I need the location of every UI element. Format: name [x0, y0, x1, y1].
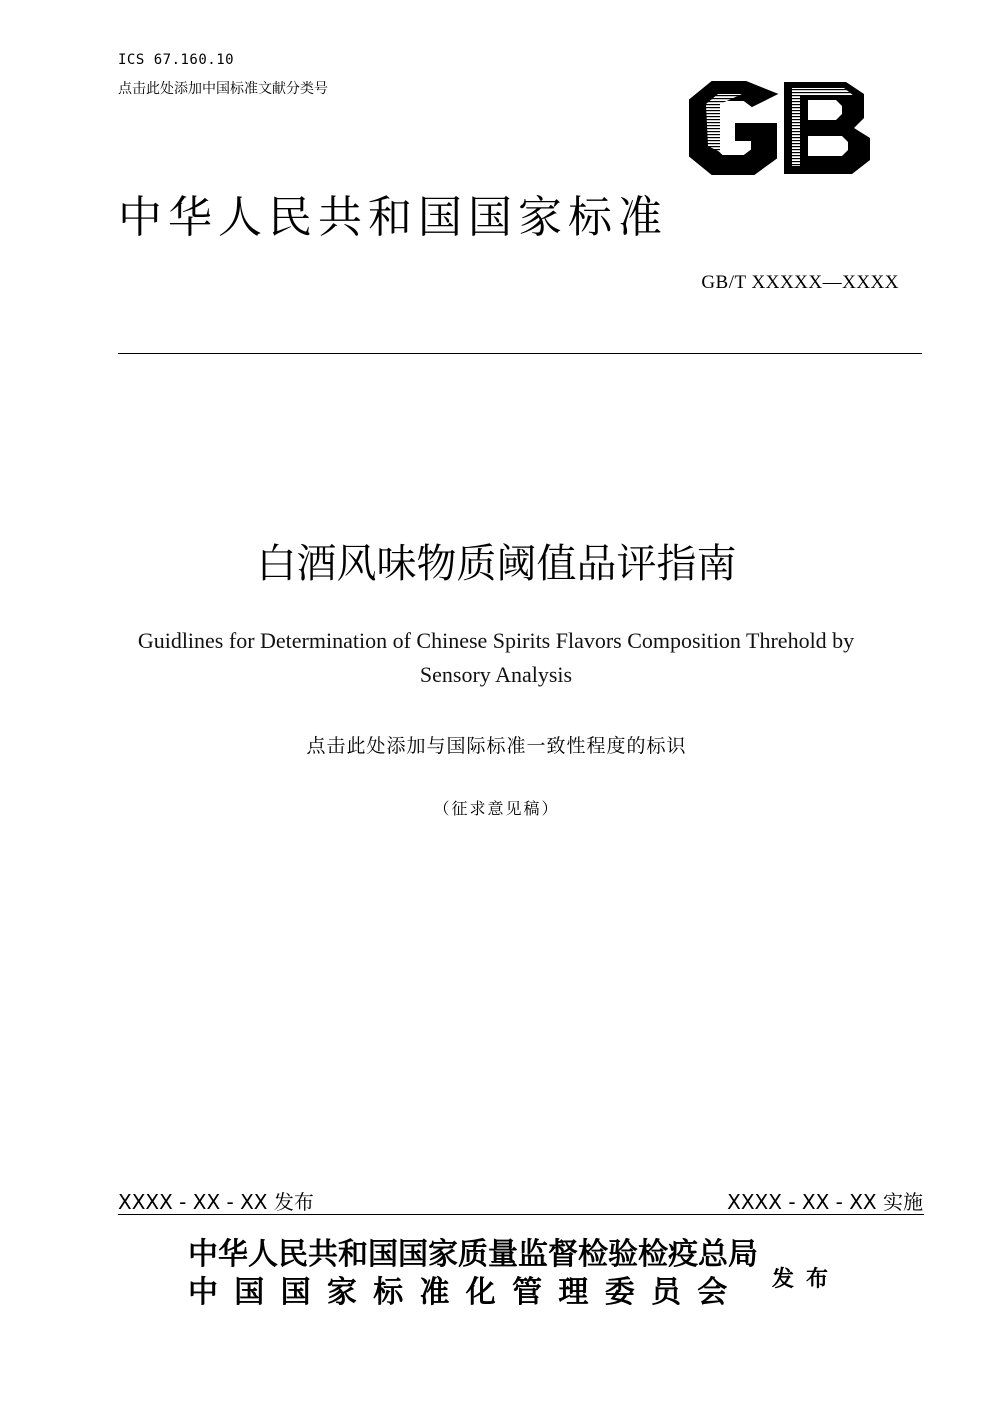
ics-code: ICS 67.160.10: [118, 52, 235, 68]
draft-status: （征求意见稿）: [433, 799, 560, 818]
gb-logo: [684, 80, 876, 176]
national-standard-title: 中华人民共和国国家标准: [118, 192, 668, 243]
standard-code: GB/T XXXXX—XXXX: [701, 272, 899, 293]
issuer-aqsiq: 中华人民共和国国家质量监督检验检疫总局: [188, 1237, 758, 1272]
issuer-sac: 中国国家标准化管理委员会: [188, 1275, 744, 1310]
document-title-en: [96, 624, 896, 692]
document-title-en-line2: Sensory Analysis: [419, 662, 573, 687]
issue-date: XXXX - XX - XX 发布: [118, 1190, 314, 1214]
consistency-placeholder[interactable]: 点击此处添加与国际标准一致性程度的标识: [306, 735, 687, 757]
publish-label: 发布: [772, 1267, 841, 1292]
bottom-divider: [118, 1214, 924, 1215]
classification-placeholder[interactable]: 点击此处添加中国标准文献分类号: [118, 81, 328, 97]
document-title-cn: 白酒风味物质阈值品评指南: [256, 541, 737, 587]
document-title-en-line1: Guidlines for Determination of Chinese Spirits Flavors Composition Threhold by: [137, 628, 855, 653]
implementation-date: XXXX - XX - XX 实施: [727, 1190, 923, 1214]
top-divider: [118, 353, 922, 354]
